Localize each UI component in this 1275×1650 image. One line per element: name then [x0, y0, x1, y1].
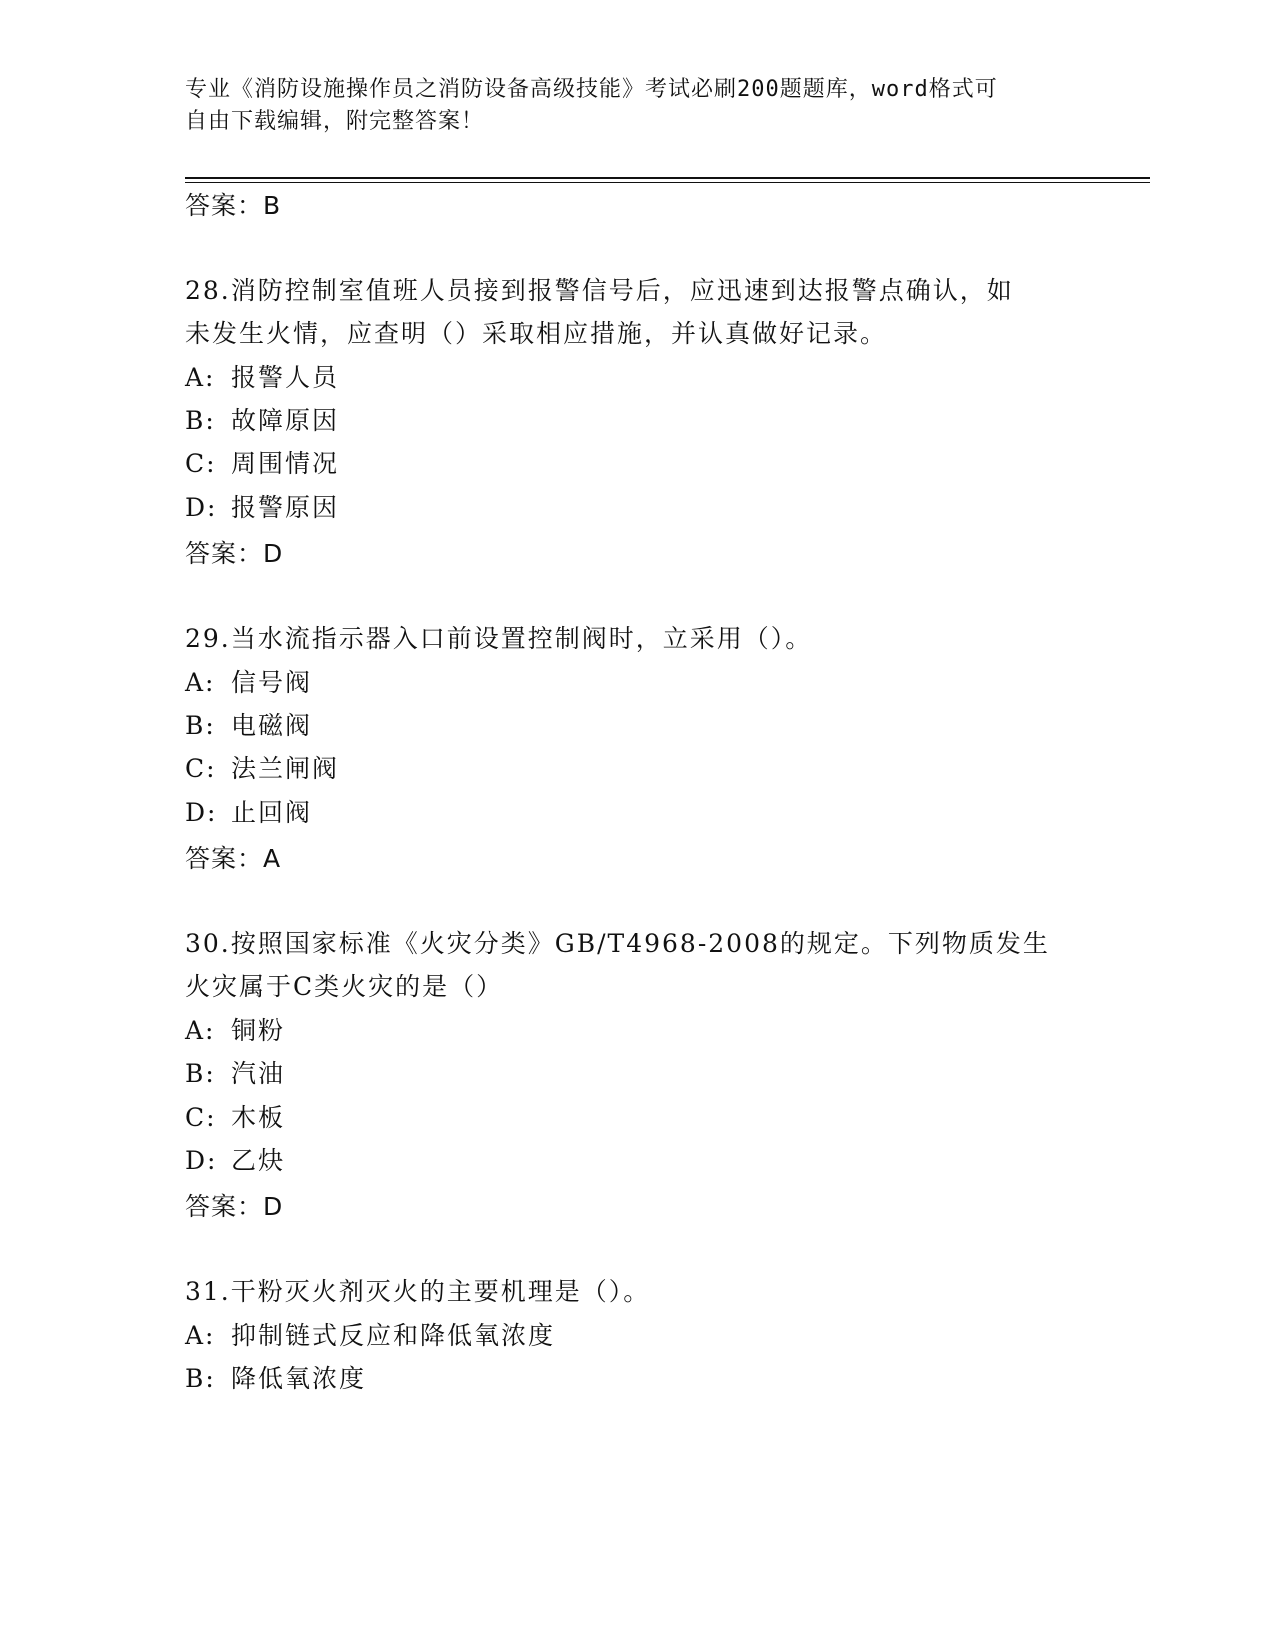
option-label: A:: [185, 1016, 216, 1045]
header-line-1: 专业《消防设施操作员之消防设备高级技能》考试必刷200题题库，word格式可: [185, 77, 998, 102]
header-divider-thick: [185, 177, 1150, 179]
question-28-option-d: [185, 492, 339, 524]
header-line-2: 自由下载编辑，附完整答案！: [185, 109, 485, 134]
option-label: C:: [185, 449, 217, 478]
option-label: A:: [185, 1321, 216, 1350]
option-text: 故障原因: [231, 406, 340, 435]
option-label: D:: [185, 493, 218, 522]
header-text: [185, 74, 1065, 138]
option-label: D:: [185, 798, 218, 827]
question-28-stem-line-2: 未发生火情，应查明（）采取相应措施，并认真做好记录。: [185, 319, 888, 348]
question-31-option-b: [185, 1363, 366, 1395]
option-label: D:: [185, 1146, 218, 1175]
option-label: B:: [185, 1059, 216, 1088]
option-text: 信号阀: [231, 668, 313, 697]
option-label: C:: [185, 754, 217, 783]
question-31-option-a: [185, 1320, 555, 1352]
option-text: 电磁阀: [231, 711, 313, 740]
question-30-stem-line-2: 火灾属于C类火灾的是（）: [185, 972, 504, 1001]
option-label: B:: [185, 406, 216, 435]
option-text: 报警人员: [231, 363, 340, 392]
question-30-option-d: [185, 1145, 285, 1177]
option-label: C:: [185, 1103, 217, 1132]
option-text: 汽油: [231, 1059, 286, 1088]
option-text: 法兰闸阀: [231, 754, 340, 783]
option-label: A:: [185, 363, 216, 392]
question-28-stem-line-1: 28.消防控制室值班人员接到报警信号后，应迅速到达报警点确认，如: [185, 276, 1014, 305]
option-text: 止回阀: [231, 798, 313, 827]
option-text: 抑制链式反应和降低氧浓度: [231, 1321, 556, 1350]
answer-27: 答案：B: [185, 191, 282, 220]
option-text: 周围情况: [231, 449, 340, 478]
question-29-option-c: [185, 753, 339, 785]
question-30-option-c: [185, 1102, 285, 1134]
question-28-option-b: [185, 405, 339, 437]
question-29-option-a: [185, 667, 312, 699]
question-28-option-c: [185, 448, 339, 480]
question-30-stem-line-1: 30.按照国家标准《火灾分类》GB/T4968-2008的规定。下列物质发生: [185, 929, 1050, 958]
question-28-option-a: [185, 362, 339, 394]
question-29-stem-line-1: 29.当水流指示器入口前设置控制阀时，立采用（）。: [185, 624, 813, 653]
answer-30: 答案：D: [185, 1192, 284, 1221]
option-label: B:: [185, 1364, 216, 1393]
header-divider-thin: [185, 182, 1150, 183]
question-29-option-b: [185, 710, 312, 742]
option-text: 乙炔: [231, 1146, 286, 1175]
option-text: 木板: [231, 1103, 286, 1132]
question-30-option-b: [185, 1058, 285, 1090]
question-30-option-a: [185, 1015, 285, 1047]
question-29-option-d: [185, 797, 312, 829]
option-text: 报警原因: [231, 493, 340, 522]
option-text: 降低氧浓度: [231, 1364, 367, 1393]
question-31-stem-line-1: 31.干粉灭火剂灭火的主要机理是（）。: [185, 1277, 651, 1306]
option-text: 铜粉: [231, 1016, 286, 1045]
option-label: A:: [185, 668, 216, 697]
answer-29: 答案：A: [185, 844, 282, 873]
option-label: B:: [185, 711, 216, 740]
answer-28: 答案：D: [185, 539, 284, 568]
